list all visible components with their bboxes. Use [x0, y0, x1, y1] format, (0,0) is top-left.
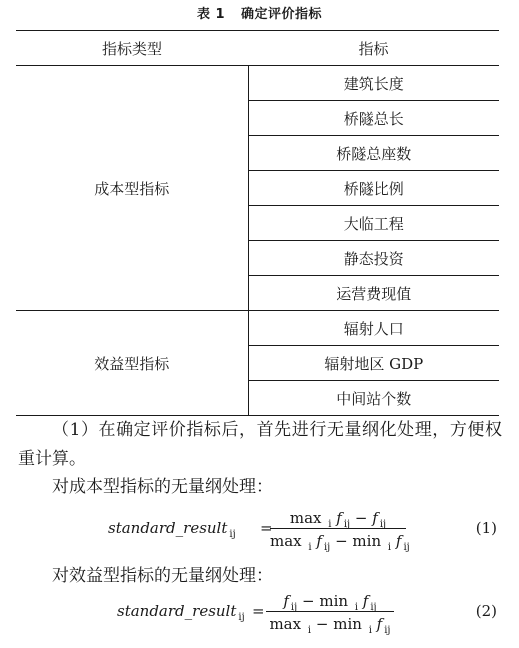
indicator-cell: 辐射人口 — [248, 311, 499, 346]
indicator-cell: 建筑长度 — [248, 66, 499, 101]
indicator-cell: 大临工程 — [248, 206, 499, 241]
indicator-cell: 桥隧总座数 — [248, 136, 499, 171]
header-indicator-type: 指标类型 — [16, 31, 248, 66]
equation-denominator: max $_i$ f $_{ij}$ − min $_i$ f $_{ij}$ — [270, 532, 410, 553]
indicator-cell: 中间站个数 — [248, 381, 499, 416]
indicator-cell: 桥隧比例 — [248, 171, 499, 206]
table-number: 表 1 — [196, 7, 226, 22]
equals-sign: = — [260, 519, 273, 537]
equals-sign: = — [252, 602, 265, 620]
group-type-benefit: 效益型指标 — [16, 311, 248, 416]
indicator-cell: 辐射地区 GDP — [248, 346, 499, 381]
paragraph-benefit-normalization: 对效益型指标的无量纲处理： — [52, 566, 273, 586]
equation-denominator: max $_i$ − min $_i$ f $_{ij}$ — [269, 615, 391, 636]
evaluation-indicator-table — [16, 30, 499, 416]
table-caption: 确定评价指标 — [241, 7, 323, 22]
equation-1 — [0, 508, 519, 552]
equation-fraction — [266, 591, 394, 634]
table-row — [16, 311, 499, 346]
paragraph-cost-normalization: 对成本型指标的无量纲处理： — [52, 477, 273, 497]
header-indicator: 指标 — [248, 31, 499, 66]
paragraph-normalization-intro: （1）在确定评价指标后，首先进行无量纲化处理，方便权重计算。 — [18, 420, 502, 469]
indicator-cell: 运营费现值 — [248, 276, 499, 311]
equation-numerator: max $_i$ f $_{ij}$ − f $_{ij}$ — [270, 508, 406, 529]
equation-fraction — [270, 508, 410, 553]
equation-numerator: f $_{ij}$ − min $_i$ f $_{ij}$ — [266, 591, 394, 612]
equation-2 — [0, 591, 519, 635]
table-row — [16, 66, 499, 101]
table-header-row — [16, 31, 499, 66]
table-title — [0, 3, 519, 22]
indicator-cell: 静态投资 — [248, 241, 499, 276]
indicator-cell: 桥隧总长 — [248, 101, 499, 136]
equation-lhs: standard_result $_{ij}$ — [108, 519, 236, 540]
group-type-cost: 成本型指标 — [16, 66, 248, 311]
equation-lhs: standard_result $_{ij}$ — [117, 602, 245, 623]
equation-number: (1) — [475, 519, 497, 537]
equation-number: (2) — [475, 602, 497, 620]
